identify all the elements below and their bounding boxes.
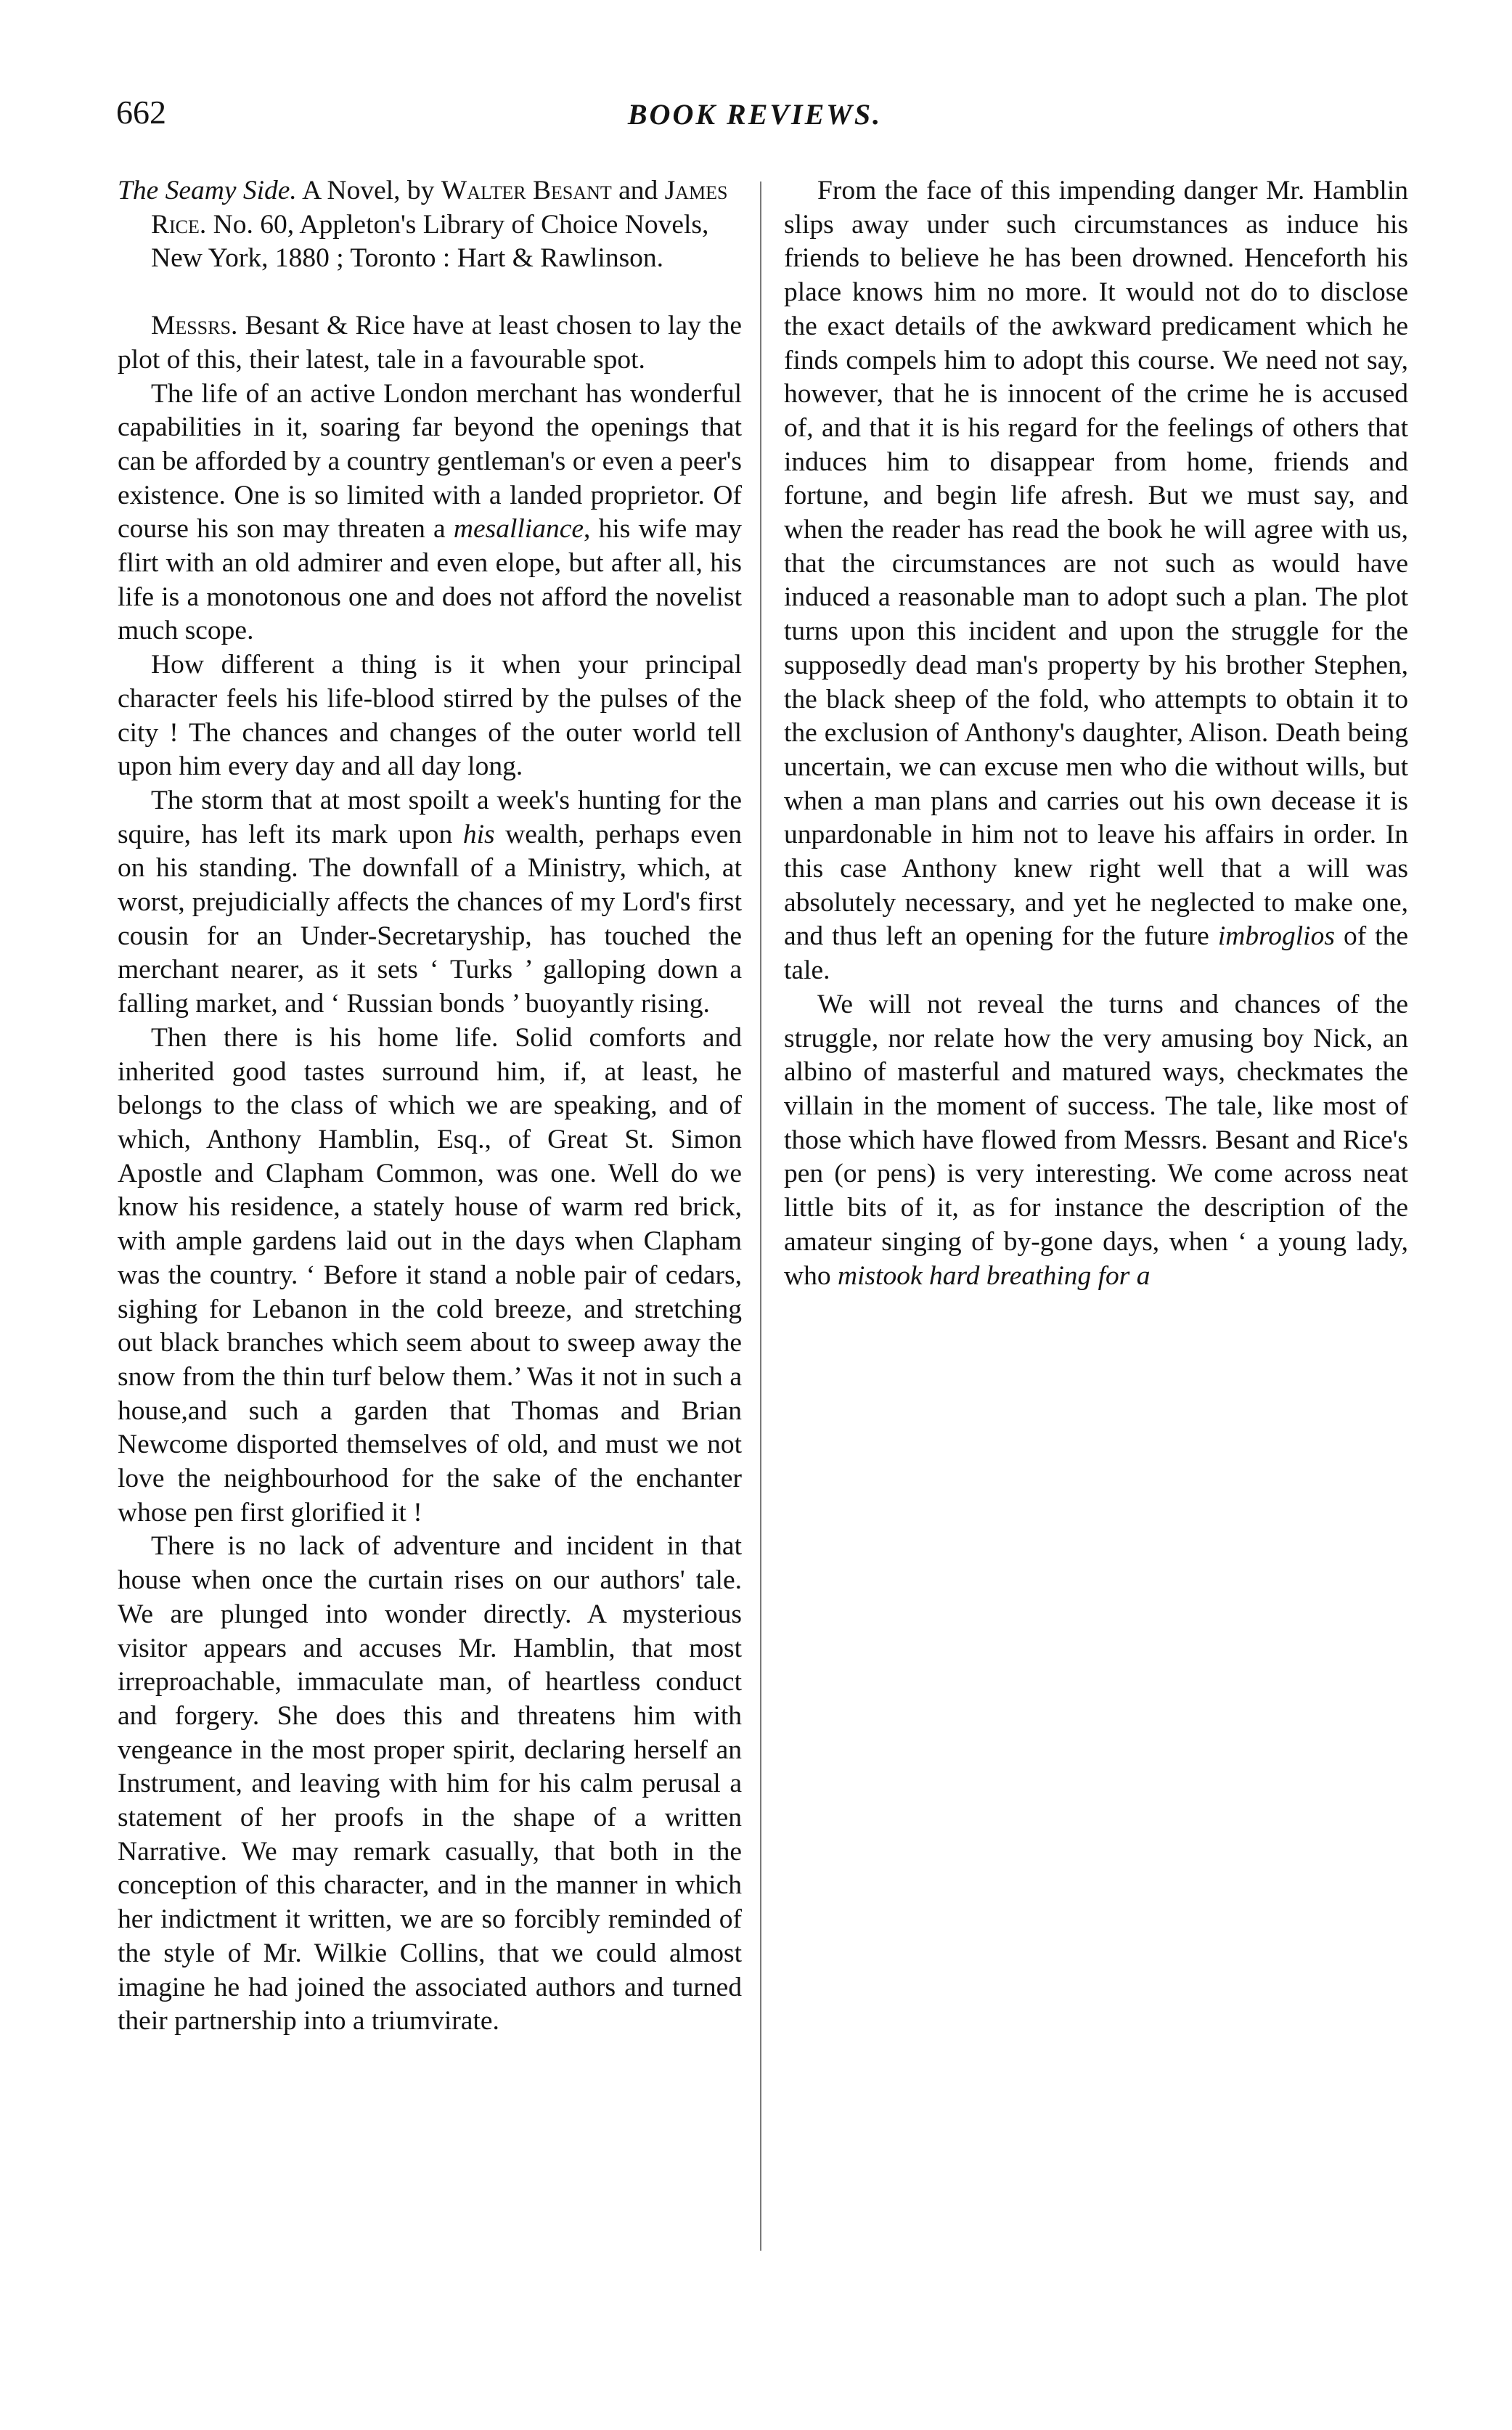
paragraph-1-lead: Messrs. [151,311,238,341]
paragraph-1-text: Besant & Rice have at least chosen to lay the plot of this, their latest, tale in a favourable spot. [118,311,742,375]
paragraph-8 [784,988,1408,1293]
paragraph-7-text-a: From the face of this impending danger Mr. Hamblin slips away under such circumstances as induce his friends to believe he has been drowned. Henceforth his place knows him no more. It would not do to disclose the exact details of the awkward predicament which he finds compels him to adopt this course. We need not say, however, that he is innocent of the crime he is accused of, and that it is his regard for the feelings of others that induces him to disappear from home, friends and fortune, and begin life afresh. But we must say, and when the reader has read the book he will agree with us, that the circumstances are not such as would have induced a reasonable man to adopt such a plan. The plot turns upon this incident and upon the struggle for the supposedly dead man's property by his brother Stephen, the black sheep of the fold, who attempts to obtain it to the exclusion of Anthony's daughter, Alison. Death being uncertain, we can excuse men who die without wills, but when a man plans and carries out his own decease it is unpardonable in him not to leave his affairs in order. In this case Anthony knew right well that a will was absolutely necessary, and yet he neglected to make one, and thus left an opening for the future [784,176,1408,952]
paragraph-1 [118,309,742,377]
review-heading [118,174,742,276]
paragraph-2-text-a: The life of an active London merchant has wonderful capabilities in it, soaring far beyond the openings that can be afforded by a country gentleman's or even a peer's existence. One is so limited with a landed proprietor. Of course his son may threaten a [118,378,742,545]
author-james-rice: James Rice [151,176,728,240]
right-column [784,174,1408,2352]
page-number: 662 [116,94,166,131]
paragraph-7-text-b: of the tale. [784,921,1408,986]
heading-and: and [618,176,658,205]
paragraph-8-emphasis: mistook hard breathing for a [837,1260,1151,1291]
column-divider [760,182,761,2251]
section-title: BOOK REVIEWS. [627,98,883,131]
paragraph-2-emphasis: mesalliance [453,514,584,545]
paragraph-7-emphasis: imbroglios [1217,921,1335,952]
paragraph-4-emphasis: his [462,819,495,849]
paragraph-4-text-b: wealth, perhaps even on his standing. The downfall of a Ministry, which, at worst, prejudicially affects the chances of my Lord's first cousin for an Under-Secretaryship, has touched the merchant nearer, as it sets ‘ Turks ’ galloping down a falling market, and ‘ Russian bonds ’ buoyantly rising. [118,819,742,1019]
running-head [116,93,1394,136]
paragraph-6: There is no lack of adventure and incident in that house when once the curtain rises on our authors' tale. We are plunged into wonder directly. A mysterious visitor appears and accuses Mr. Hamblin, that most irreproachable, immaculate man, of heartless conduct and forgery. She does this and threatens him with vengeance in the most proper spirit, declaring herself an Instrument, and leaving with him for his calm perusal a statement of her proofs in the shape of a written Narrative. We may remark casually, that both in the conception of this character, and in the manner in which her indictment it written, we are so forcibly reminded of the style of Mr. Wilkie Collins, that we could almost imagine he had joined the associated authors and turned their partnership into a triumvirate. [118,1531,742,2036]
author-walter-besant: Walter Besant [441,176,612,205]
paragraph-4 [118,784,742,1022]
book-title: The Seamy Side. [118,176,297,205]
paragraph-2 [118,378,742,649]
paragraph-7 [784,174,1408,988]
left-column [118,174,742,2352]
paragraph-5: Then there is his home life. Solid comforts and inherited good tastes surround him, if, at least, he belongs to the class of which we are speaking, and of which, Anthony Hamblin, Esq., of Great St. Simon Apostle and Clapham Common, was one. Well do we know his residence, a stately house of warm red brick, with ample gardens laid out in the days when Clapham was the country. ‘ Before it stand a noble pair of cedars, sighing for Lebanon in the cold breeze, and stretching out black branches which seem about to sweep away the snow from the thin turf below them.’ Was it not in such a house,and such a garden that Thomas and Brian Newcome disported themselves of old, and must we not love the neighbourhood for the sake of the enchanter whose pen first glorified it ! [118,1022,742,1528]
paragraph-2-text-b: , his wife may flirt with an old admirer and even elope, but after all, his life is a monotonous one and does not afford the novelist much scope. [118,514,742,646]
publication-details: . No. 60, Appleton's Library of Choice Novels, New York, 1880 ; Toronto : Hart & Rawlinson. [151,209,709,274]
heading-intro: A Novel, by [302,176,435,205]
paragraph-3: How different a thing is it when your principal character feels his life-blood stirred by the pulses of the city ! The chances and changes of the outer world tell upon him every day and all day long. [118,650,742,782]
paragraph-4-text-a: The storm that at most spoilt a week's hunting for the squire, has left its mark upon [118,785,742,849]
paragraph-8-text-a: We will not reveal the turns and chances of the struggle, nor relate how the very amusing boy Nick, an albino of masterful and matured ways, checkmates the villain in the moment of success. The tale, like most of those which have flowed from Messrs. Besant and Rice's pen (or pens) is very interesting. We come across neat little bits of it, as for instance the description of the amateur singing of by-gone days, when ‘ a young lady, who [784,989,1408,1291]
